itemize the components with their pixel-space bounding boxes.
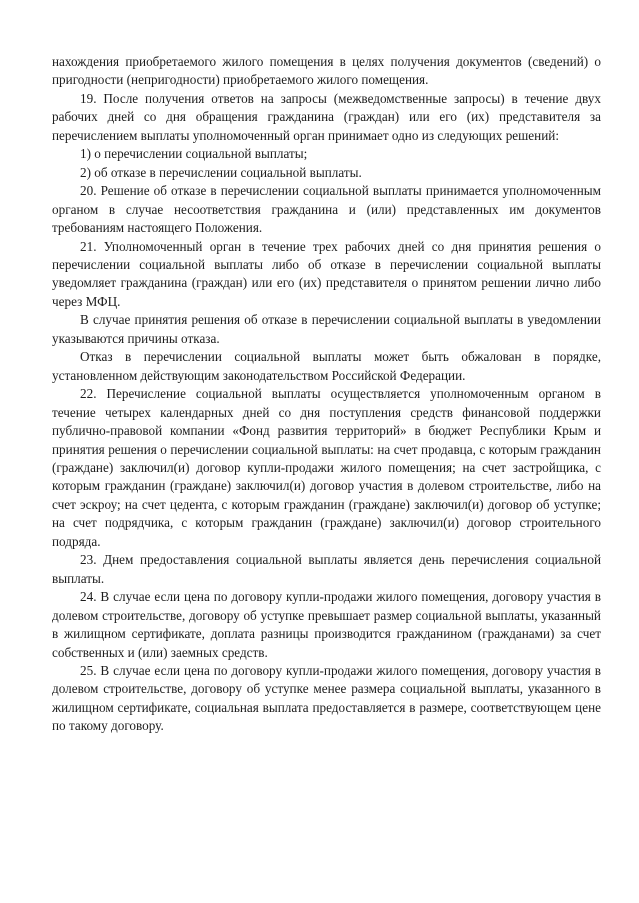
- paragraph-21-appeal: Отказ в перечислении социальной выплаты может быть обжалован в порядке, установленном действующим законодательством Российской Федерации.: [52, 349, 601, 383]
- paragraph-24: 24. В случае если цена по договору купли-продажи жилого помещения, договору участия в долевом строительстве, договору об уступке превышает размер социальной выплаты, указанный в жилищном сертификате, доплата разницы производится гражданином (гражданами) за счет собственных и (или) заемных средств.: [52, 589, 601, 660]
- paragraph-20: 20. Решение об отказе в перечислении социальной выплаты принимается уполномоченным органом в случае несоответствия гражданина и (или) представленных им документов требованиям настоящего Положения.: [52, 183, 601, 236]
- paragraph-22: 22. Перечисление социальной выплаты осуществляется уполномоченным органом в течение четырех календарных дней со дня поступления средств финансовой поддержки публично-правовой компании «Фонд развития территорий» в бюджет Республики Крым и принятия решения о перечислении социальной выплаты: на счет продавца, с которым гражданин (граждане) заключил(и) договор купли-продажи жилого помещения; на счет застройщика, с которым гражданин (граждане) заключил(и) договор участия в долевом строительстве, либо на счет эскроу; на счет цедента, с которым гражданин (граждане) заключил(и) договор об уступке; на счет подрядчика, с которым гражданин (граждане) заключил(и) договор строительного подряда.: [52, 386, 601, 549]
- paragraph-21: 21. Уполномоченный орган в течение трех рабочих дней со дня принятия решения о перечислении социальной выплаты либо об отказе в перечислении социальной выплаты уведомляет гражданина (граждан) или его (их) представителя о принятом решении лично либо через МФЦ.: [52, 238, 601, 309]
- list-item-2: 2) об отказе в перечислении социальной выплаты.: [80, 164, 362, 180]
- paragraph-19: 19. После получения ответов на запросы (межведомственные запросы) в течение двух рабочих дней со дня обращения гражданина (граждан) или его (их) представителя за перечислением выплаты уполномоченный орган принимает одно из следующих решений:: [52, 90, 601, 143]
- paragraph-21-refusal-notice: В случае принятия решения об отказе в перечислении социальной выплаты в уведомлении указываются причины отказа.: [52, 312, 601, 346]
- paragraph-25: 25. В случае если цена по договору купли-продажи жилого помещения, договору участия в долевом строительстве, договору об уступке менее размера социальной выплаты, указанного в жилищном сертификате, социальная выплата предоставляется в размере, соответствующем цене по такому договору.: [52, 662, 601, 734]
- paragraph-continuation: нахождения приобретаемого жилого помещения в целях получения документов (сведений) о пригодности (непригодности) приобретаемого жилого помещения.: [52, 54, 601, 88]
- paragraph-23: 23. Днем предоставления социальной выплаты является день перечисления социальной выплаты.: [52, 552, 601, 586]
- document-page: [52, 53, 601, 736]
- list-item-1: 1) о перечислении социальной выплаты;: [80, 146, 308, 162]
